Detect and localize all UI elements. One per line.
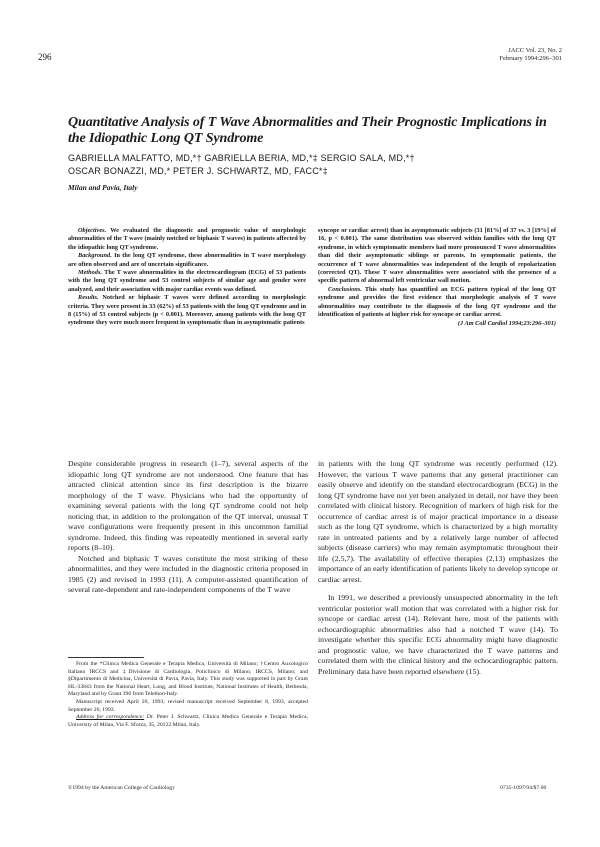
correspondence-text: Dr. Peter J. Schwartz, Clinica Medica Generale e Terapia Medica, University of Milan, Via F. Sforza, 35, 20122 Milan, Italy. <box>68 714 308 728</box>
abstract-conclusions <box>318 286 556 320</box>
objectives-text: We evaluated the diagnostic and prognostic value of morphologic abnormalities of the T wave (mainly notched or biphasic T waves) in patients affected by the idiopathic long QT syndrome. <box>68 227 306 251</box>
page-number: 296 <box>38 52 52 62</box>
conclusions-text: This study has quantified an ECG pattern typical of the long QT syndrome and provides the first evidence that morphologic analysis of T wave abnormalities may contribute to the diagnosis of the long QT syndrome and the identification of patients at higher risk for syncope or cardiac arrest. <box>318 285 556 319</box>
footnote-correspondence <box>68 714 308 729</box>
body-paragraph: Notched and biphasic T waves constitute the most striking of these abnormalities, and they were included in the diagnostic criteria proposed in 1985 (2) and revised in 1993 (11). A computer-assisted quantification of several rate-dependent and rate-independent components of the T wave <box>68 553 308 594</box>
abstract-results <box>68 294 306 328</box>
correspondence-label: Address for correspondence: <box>76 714 145 721</box>
body-right-column <box>318 459 558 677</box>
journal-line-2: February 1994:296–301 <box>499 55 562 62</box>
footnote-divider <box>68 657 144 658</box>
footnote-affiliations: From the *Clinica Medica Generale e Terapia Medica, Università di Milano; †Centro Auxologico Italiano IRCCS and ‡Divisione di Cardiologia, Policlinico di Milano, IRCCS, Milano; and §Dipartimento di Medicina, Università di Pavia, Pavia, Italy. This study was supported in part by Grant HL-33843 from the National Heart, Lung, and Blood Institute, National Institutes of Health, Bethesda, Maryland and by Grant 396 from Telethon-Italy. <box>68 661 308 698</box>
author-list <box>68 152 558 178</box>
article-title: Quantitative Analysis of T Wave Abnormalities and Their Prognostic Implications in the Idiopathic Long QT Syndrome <box>68 115 547 146</box>
body-left-column <box>68 459 308 596</box>
objectives-label: Objectives. <box>78 227 107 234</box>
results-label: Results. <box>78 294 99 302</box>
journal-citation: (J Am Coll Cardiol 1994;23:296–301) <box>457 320 556 328</box>
methods-text: The T wave abnormalities in the electrocardiogram (ECG) of 53 patients with the long QT syndrome and 53 control subjects of similar age and gender were analyzed, and their association with major cardiac events was defined. <box>68 269 306 293</box>
affiliation: Milan and Pavia, Italy <box>68 183 138 192</box>
journal-line-1: JACC Vol. 23, No. 2 <box>508 47 562 54</box>
abstract-objectives <box>68 227 306 252</box>
abstract-right-column <box>318 227 556 329</box>
results-text: Notched or biphasic T waves were defined according to morphologic criteria. They were present in 33 (62%) of 53 patients with the long QT syndrome and in 8 (15%) of 53 control subjects (p < 0.001). Moreover, among patients with the long QT syndrome they were much more frequent in symptomatic than in asymptomatic patients <box>68 294 306 327</box>
authors-line-1: GABRIELLA MALFATTO, MD,*† GABRIELLA BERIA, MD,*‡ SERGIO SALA, MD,*† <box>68 153 415 163</box>
abstract-methods <box>68 269 306 294</box>
journal-reference <box>499 47 562 63</box>
footnote-manuscript-dates: Manuscript received April 20, 1993; revised manuscript received September 8, 1993, accepted September 20, 1993. <box>68 698 308 713</box>
body-paragraph: in patients with the long QT syndrome was recently performed (12). However, the various T wave patterns that any general practitioner can easily observe and identify on the standard electrocardiogram (ECG) in the long QT syndrome have not yet been analyzed in detail, nor have they been correlated with clinical history. Recognition of markers of high risk for the occurrence of cardiac arrest is of major practical importance in a disease such as the long QT syndrome, which is characterized by a high mortality rate in untreated patients and by a relatively large number of affected subjects (disease carriers) who may remain asymptomatic throughout their life (2,5,7). The availability of effective therapies (2,13) emphasizes the importance of an early identification of patients likely to develop syncope or cardiac arrest. <box>318 459 558 584</box>
body-paragraph: In 1991, we described a previously unsuspected abnormality in the left ventricular posterior wall motion that was correlated with a higher risk for syncope or cardiac arrest (14). Relevant here, most of the patients with echocardiographic abnormalities also had a notched T wave (14). To investigate whether this specific ECG abnormality might have diagnostic and prognostic value, we have characterized the T wave patterns and correlated them with the clinical history and the echocardiographic pattern. Preliminary data have been reported elsewhere (15). <box>318 593 558 676</box>
footnote <box>68 661 308 729</box>
background-label: Background. <box>78 252 112 260</box>
abstract-results-continued: syncope or cardiac arrest) than in asymptomatic subjects (31 [81%] of 37 vs. 3 [19%] of 16, p < 0.001). The same distribution was observed within families with the long QT syndrome, in which symptomatic members had more pronounced T wave abnormalities than did their asymptomatic siblings or parents. In symptomatic patients, the occurrence of T wave abnormalities was independent of the length of repolarization (corrected QT). These T wave abnormalities were associated with the presence of a specific pattern of abnormal left ventricular wall motion. <box>318 227 556 285</box>
abstract-background <box>68 252 306 269</box>
background-text: In the long QT syndrome, these abnormalities in T wave morphology are often observed and are of uncertain significance. <box>68 252 306 268</box>
copyright-notice: ©1994 by the American College of Cardiology <box>68 785 175 791</box>
abstract-left-column <box>68 227 306 328</box>
body-paragraph: Despite considerable progress in research (1–7), several aspects of the idiopathic long QT syndrome are not understood. One feature that has attracted clinical attention since its first description is the bizarre morphology of the T wave. Physicians who had the opportunity of examining several patients with the long QT syndrome could not help noticing that, in addition to the prolongation of the QT interval, unusual T wave configurations were frequently present in this uncommon familial syndrome. Indeed, this finding was repeatedly mentioned in several early reports (8–10). <box>68 459 308 552</box>
price-code: 0735-1097/94/$7.00 <box>500 785 547 791</box>
methods-label: Methods. <box>78 269 102 277</box>
conclusions-label: Conclusions. <box>328 285 362 293</box>
authors-line-2: OSCAR BONAZZI, MD,* PETER J. SCHWARTZ, MD, FACC*‡ <box>68 166 328 176</box>
